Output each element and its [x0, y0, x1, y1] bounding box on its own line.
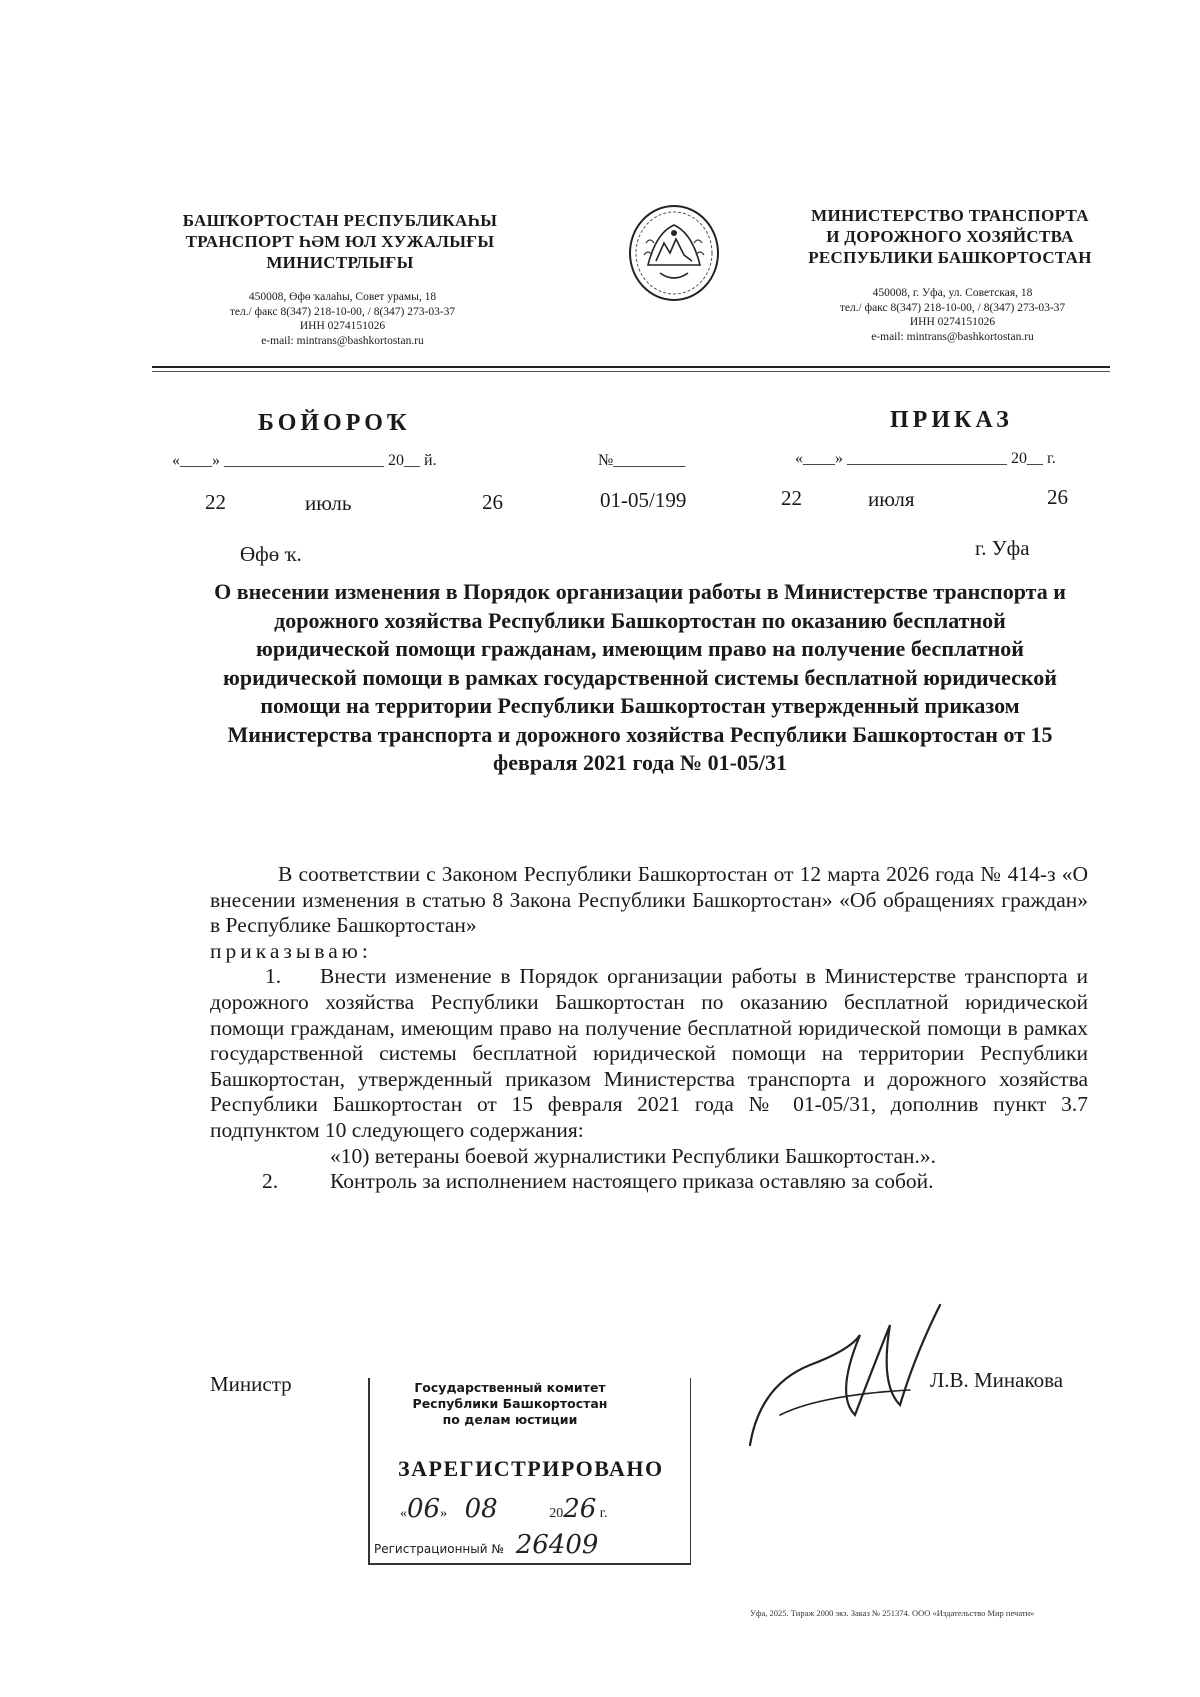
header-left-email: e-mail: mintrans@bashkortostan.ru	[261, 334, 424, 347]
signer-position: Министр	[210, 1372, 292, 1396]
left-day: 22	[205, 490, 226, 514]
header-left-title-line: МИНИСТРЛЫҒЫ	[266, 253, 414, 272]
header-left-info	[175, 290, 510, 348]
stamp-header-line: Государственный комитет	[414, 1380, 606, 1395]
header-right-address: 450008, г. Уфа, ул. Советская, 18	[872, 287, 1033, 299]
header-left-title-line: БАШҠОРТОСТАН РЕСПУБЛИКАҺЫ	[182, 211, 498, 230]
stamp-date-year-prefix: 20	[549, 1506, 564, 1521]
number-blank: №_________	[598, 452, 686, 469]
right-city: г. Уфа	[975, 536, 1030, 560]
header-left-title	[160, 210, 520, 273]
stamp-date-suffix: г.	[599, 1506, 608, 1521]
stamp-date: «06» 08 2026 г.	[400, 1494, 608, 1524]
left-month: июль	[305, 491, 352, 515]
left-city: Өфө ҡ.	[240, 542, 302, 566]
order-word: приказываю:	[210, 938, 372, 963]
header-left-inn: ИНН 0274151026	[299, 320, 386, 332]
registration-stamp	[368, 1378, 691, 1565]
header-right-title-line: РЕСПУБЛИКИ БАШКОРТОСТАН	[808, 248, 1092, 267]
stamp-reg-label: Регистрационный №	[374, 1542, 504, 1556]
header-right-title-line: И ДОРОЖНОГО ХОЗЯЙСТВА	[826, 227, 1074, 246]
item-1-quote: «10) ветераны боевой журналистики Республики Башкортостан.».	[330, 1143, 937, 1168]
header-rule-top	[152, 366, 1110, 368]
right-year: 26	[1047, 485, 1068, 509]
stamp-registered: ЗАРЕГИСТРИРОВАНО	[398, 1456, 664, 1481]
stamp-date-month: 08	[464, 1494, 498, 1524]
header-right-email: e-mail: mintrans@bashkortostan.ru	[871, 330, 1034, 343]
item-1	[210, 964, 1088, 1143]
header-rule-bottom	[152, 371, 1110, 372]
order-number: 01-05/199	[600, 488, 687, 512]
right-month: июля	[868, 487, 915, 511]
preamble: В соответствии с Законом Республики Башкортостан от 12 марта 2026 года № 414-з «О внесении изменения в статью 8 Закона Республики Башкортостан» «Об обращениях граждан» в Республике Башкортостан»	[210, 862, 1088, 938]
header-left-address: 450008, Өфө ҡалаһы, Совет урамы, 18	[248, 291, 437, 303]
stamp-header	[370, 1380, 650, 1428]
header-right-info	[785, 286, 1120, 344]
header-left-title-line: ТРАНСПОРТ ҺӘМ ЮЛ ХУЖАЛЫҒЫ	[185, 232, 495, 251]
stamp-header-line: Республики Башкортостан	[412, 1396, 608, 1411]
header-right-inn: ИНН 0274151026	[909, 316, 996, 328]
printer-note: Уфа, 2025. Тираж 2000 экз. Заказ № 251374. ООО «Издательство Мир печати»	[750, 1608, 1035, 1618]
handwritten-signature-icon	[740, 1295, 950, 1450]
header-right-title	[785, 205, 1115, 268]
item-2-text: Контроль за исполнением настоящего приказа оставляю за собой.	[330, 1169, 934, 1194]
doc-type-bashkir: БОЙОРОҠ	[258, 410, 411, 436]
item-1-number: 1.	[265, 964, 282, 989]
signer-name: Л.В. Минакова	[930, 1368, 1064, 1392]
stamp-reg-number	[374, 1530, 598, 1560]
document-title: О внесении изменения в Порядок организации работы в Министерстве транспорта и дорожного хозяйства Республики Башкортостан по оказанию бесплатной юридической помощи гражданам, имеющим право на получение бесплатной юридической помощи в рамках государственной системы бесплатной юридической помощи на территории Республики Башкортостан утвержденный приказом Министерства транспорта и дорожного хозяйства Республики Башкортостан от 15 февраля 2021 года № 01-05/31	[214, 579, 1066, 775]
header-right-title-line: МИНИСТЕРСТВО ТРАНСПОРТА	[811, 206, 1089, 225]
header-right-phone: тел./ факс 8(347) 218-10-00, / 8(347) 273-03-37	[839, 301, 1066, 314]
stamp-header-line: по делам юстиции	[442, 1412, 578, 1427]
left-year: 26	[482, 490, 503, 514]
item-1-text: Внести изменение в Порядок организации работы в Министерстве транспорта и дорожного хозяйства Республики Башкортостан по оказанию бесплатной юридической помощи гражданам, имеющим право на получение бесплатной юридической помощи в рамках государственной системы бесплатной юридической помощи на территории Республики Башкортостан, утвержденный приказом Министерства транспорта и дорожного хозяйства Республики Башкортостан от 15 февраля 2021 года № 01-05/31, дополнив пункт 3.7 подпунктом 10 следующего содержания:	[210, 964, 1088, 1142]
right-day: 22	[781, 486, 802, 510]
doc-type-russian: ПРИКАЗ	[890, 407, 1013, 433]
document-body	[210, 862, 1088, 1195]
coat-of-arms-icon	[626, 203, 722, 303]
right-date-blank: «____» ____________________ 20__ г.	[795, 450, 1056, 467]
item-2	[210, 1169, 1088, 1195]
left-date-blank: «____» ____________________ 20__ й.	[172, 452, 437, 469]
stamp-date-day: 06	[407, 1494, 441, 1524]
header-left-phone: тел./ факс 8(347) 218-10-00, / 8(347) 273-03-37	[229, 305, 456, 318]
stamp-reg-value: 26409	[515, 1530, 599, 1560]
item-2-number: 2.	[262, 1169, 279, 1194]
stamp-date-year: 26	[563, 1494, 597, 1524]
